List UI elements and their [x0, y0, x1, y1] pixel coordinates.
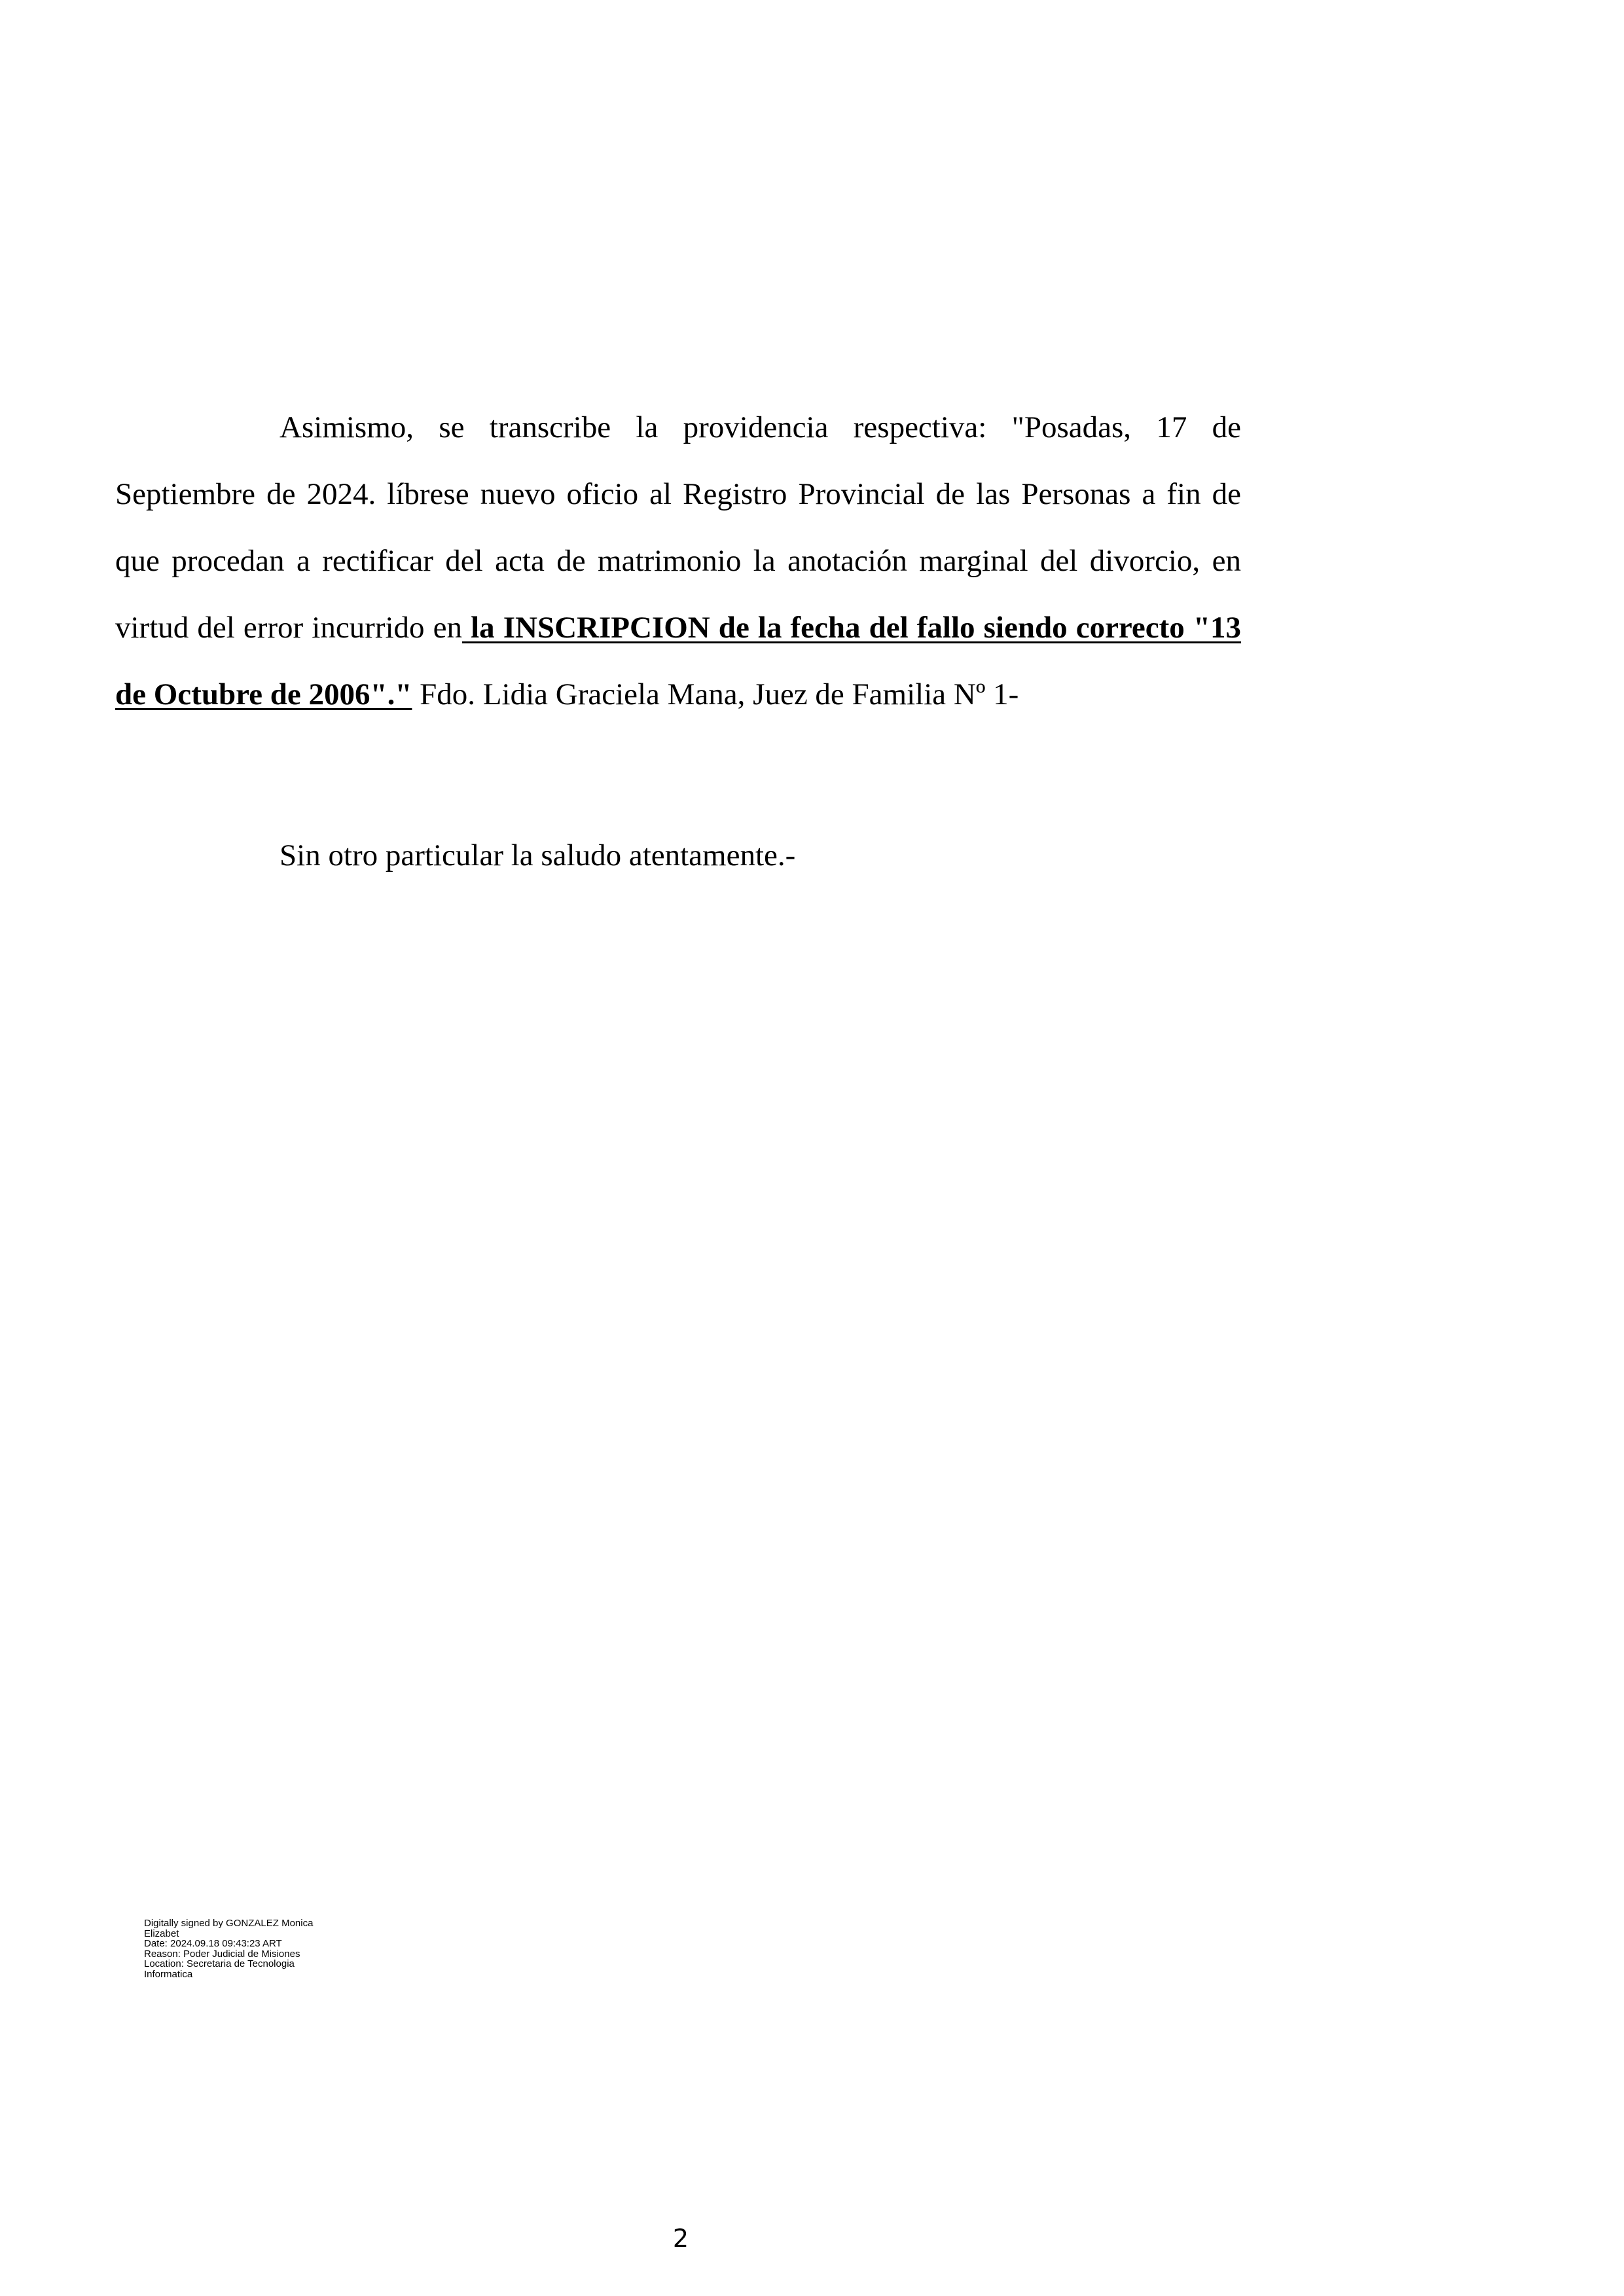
signature-line-location: Location: Secretaria de Tecnologia	[144, 1958, 295, 1969]
signature-line-signer: Digitally signed by GONZALEZ Monica	[144, 1918, 314, 1929]
signature-line-signer-cont: Elizabet	[144, 1928, 179, 1939]
paragraph-text-before: Asimismo, se transcribe la providencia respectiva: "Posadas, 17 de Septiembre de 2024. líbrese nuevo oficio al Registro Provincial de las Personas a fin de que procedan a rectificar del acta de matrimonio la anotación marginal del divorcio, en virtud del error incurrido en	[115, 410, 1241, 645]
signature-line-date: Date: 2024.09.18 09:43:23 ART	[144, 1938, 282, 1949]
signature-line-location-cont: Informatica	[144, 1968, 193, 1980]
paragraph-text-after: Fdo. Lidia Graciela Mana, Juez de Familia Nº 1-	[412, 677, 1019, 711]
digital-signature-block	[144, 1918, 367, 1979]
closing-paragraph: Sin otro particular la saludo atentamente.-	[280, 838, 796, 872]
highlighted-correction-text: la INSCRIPCION de la fecha del fallo siendo correcto "13 de Octubre de 2006"."	[115, 611, 1241, 711]
page-number: 2	[672, 2224, 689, 2253]
body-paragraph-transcription	[115, 394, 1241, 728]
signature-line-reason: Reason: Poder Judicial de Misiones	[144, 1948, 300, 1960]
